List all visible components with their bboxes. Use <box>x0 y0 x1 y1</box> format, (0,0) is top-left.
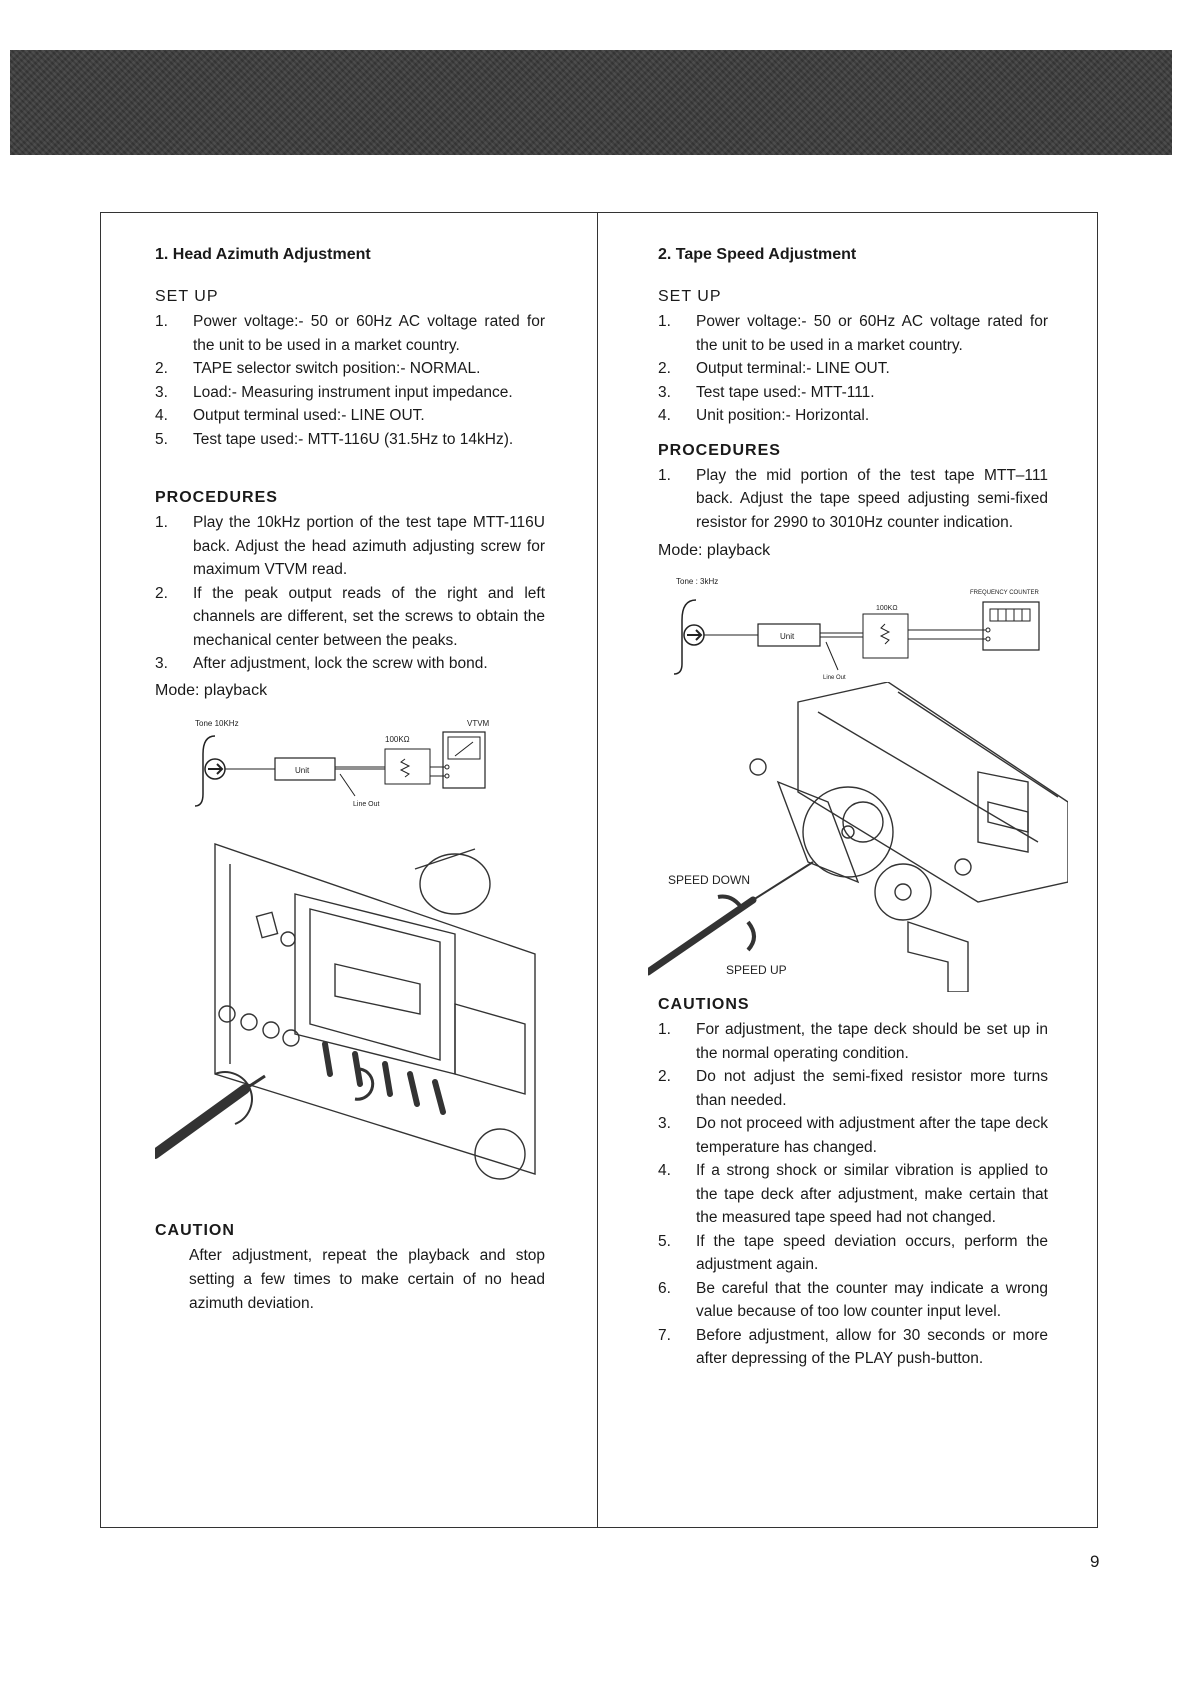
procedures-heading: PROCEDURES <box>658 441 781 459</box>
lever-switch-icon <box>325 1044 443 1112</box>
head-azimuth-section <box>155 240 545 1316</box>
list-item: 2. If the peak output reads of the right and left channels are different, set the screws to obtain the mechanical center between the peaks. <box>155 584 545 649</box>
unit-label: Unit <box>780 632 795 641</box>
flywheel-icon <box>803 787 893 877</box>
header-band <box>10 50 1172 155</box>
meter-label: VTVM <box>467 718 490 728</box>
head-azimuth-illustration <box>155 824 545 1204</box>
resistor-icon <box>881 624 889 644</box>
screwdriver-icon <box>648 900 753 972</box>
list-item: 5. Test tape used:- MTT-116U (31.5Hz to 14kHz). <box>155 430 514 448</box>
caution-heading: CAUTION <box>155 1221 235 1239</box>
arrow-down-icon <box>718 897 743 910</box>
list-item: 4. Output terminal used:- LINE OUT. <box>155 407 425 424</box>
list-item: 1. Power voltage:- 50 or 60Hz AC voltage rated for the unit to be used in a market country. <box>658 313 1048 354</box>
speed-down-label: SPEED DOWN <box>668 873 751 887</box>
volume-knob-icon <box>475 1129 525 1179</box>
list-item: 5. If the tape speed deviation occurs, perform the adjustment again. <box>658 1232 1048 1273</box>
procedures-list <box>658 464 1048 535</box>
speed-up-label: SPEED UP <box>726 963 787 977</box>
cautions-heading: CAUTIONS <box>658 996 750 1013</box>
resistor-label: 100KΩ <box>385 734 410 744</box>
list-item: 4. Unit position:- Horizontal. <box>658 407 870 424</box>
list-item: 3. After adjustment, lock the screw with bond. <box>155 655 488 672</box>
arrow-up-icon <box>748 922 754 950</box>
list-item: 7. Before adjustment, allow for 30 seconds or more after depressing of the PLAY push-button. <box>658 1326 1048 1367</box>
meter-label: FREQUENCY COUNTER <box>970 590 1039 596</box>
test-setup-diagram <box>658 572 1048 682</box>
resistor-label: 100KΩ <box>876 605 898 612</box>
page-number: 9 <box>1090 1552 1100 1571</box>
mode-label: Mode: playback <box>658 542 771 559</box>
test-setup-diagram <box>195 714 525 814</box>
tone-label: Tone 10KHz <box>195 718 239 728</box>
column-divider <box>597 212 598 1528</box>
line-out-label: Line Out <box>823 675 846 681</box>
list-item: 1. Power voltage:- 50 or 60Hz AC voltage rated for the unit to be used in a market country. <box>155 313 545 354</box>
list-item: 6. Be careful that the counter may indicate a wrong value because of too low counter input level. <box>658 1279 1048 1320</box>
screwdriver-icon <box>155 1089 245 1154</box>
list-item: 3. Test tape used:- MTT-111. <box>658 383 875 401</box>
section-title: 1. Head Azimuth Adjustment <box>155 246 371 263</box>
vtvm-box <box>443 732 485 788</box>
line-out-label: Line Out <box>353 800 380 808</box>
mode-label: Mode: playback <box>155 681 268 699</box>
tape-speed-illustration <box>648 682 1068 992</box>
list-item: 1. Play the 10kHz portion of the test tape MTT-116U back. Adjust the head azimuth adjusting screw for maximum VTVM read. <box>155 514 545 578</box>
list-item: 3. Do not proceed with adjustment after the tape deck temperature has changed. <box>658 1115 1048 1156</box>
resistor-icon <box>401 759 409 777</box>
list-item: 1. Play the mid portion of the test tape MTT–111 back. Adjust the tape speed adjusting semi-fixed resistor for 2990 to 3010Hz counter indication. <box>658 466 1048 531</box>
list-item: 2. TAPE selector switch position:- NORMAL. <box>155 360 481 377</box>
unit-label: Unit <box>295 765 310 775</box>
knob-icon <box>219 1006 235 1022</box>
list-item: 2. Do not adjust the semi-fixed resistor more turns than needed. <box>658 1068 1048 1109</box>
setup-list <box>155 310 545 451</box>
tape-speed-section <box>658 240 1048 1371</box>
setup-list <box>658 310 1048 428</box>
section-title: 2. Tape Speed Adjustment <box>658 246 857 263</box>
setup-heading: SET UP <box>155 288 219 305</box>
list-item: 4. If a strong shock or similar vibration is applied to the tape deck after adjustment, make certain that the measured tape speed had not changed. <box>658 1162 1048 1226</box>
tone-label: Tone : 3kHz <box>676 577 719 586</box>
procedures-heading: PROCEDURES <box>155 489 278 506</box>
tape-reel-icon <box>674 600 696 674</box>
list-item: 2. Output terminal:- LINE OUT. <box>658 360 890 377</box>
procedures-list <box>155 511 545 676</box>
motor-icon <box>875 864 931 920</box>
arrow-right-icon <box>687 630 701 640</box>
list-item: 1. For adjustment, the tape deck should be set up in the normal operating condition. <box>658 1021 1048 1062</box>
arrow-right-icon <box>208 764 222 774</box>
caution-text: After adjustment, repeat the playback and stop setting a few times to make certain of no head azimuth deviation. <box>189 1246 545 1312</box>
list-item: 3. Load:- Measuring instrument input impedance. <box>155 383 513 401</box>
cautions-list <box>658 1018 1048 1371</box>
setup-heading: SET UP <box>658 288 722 305</box>
